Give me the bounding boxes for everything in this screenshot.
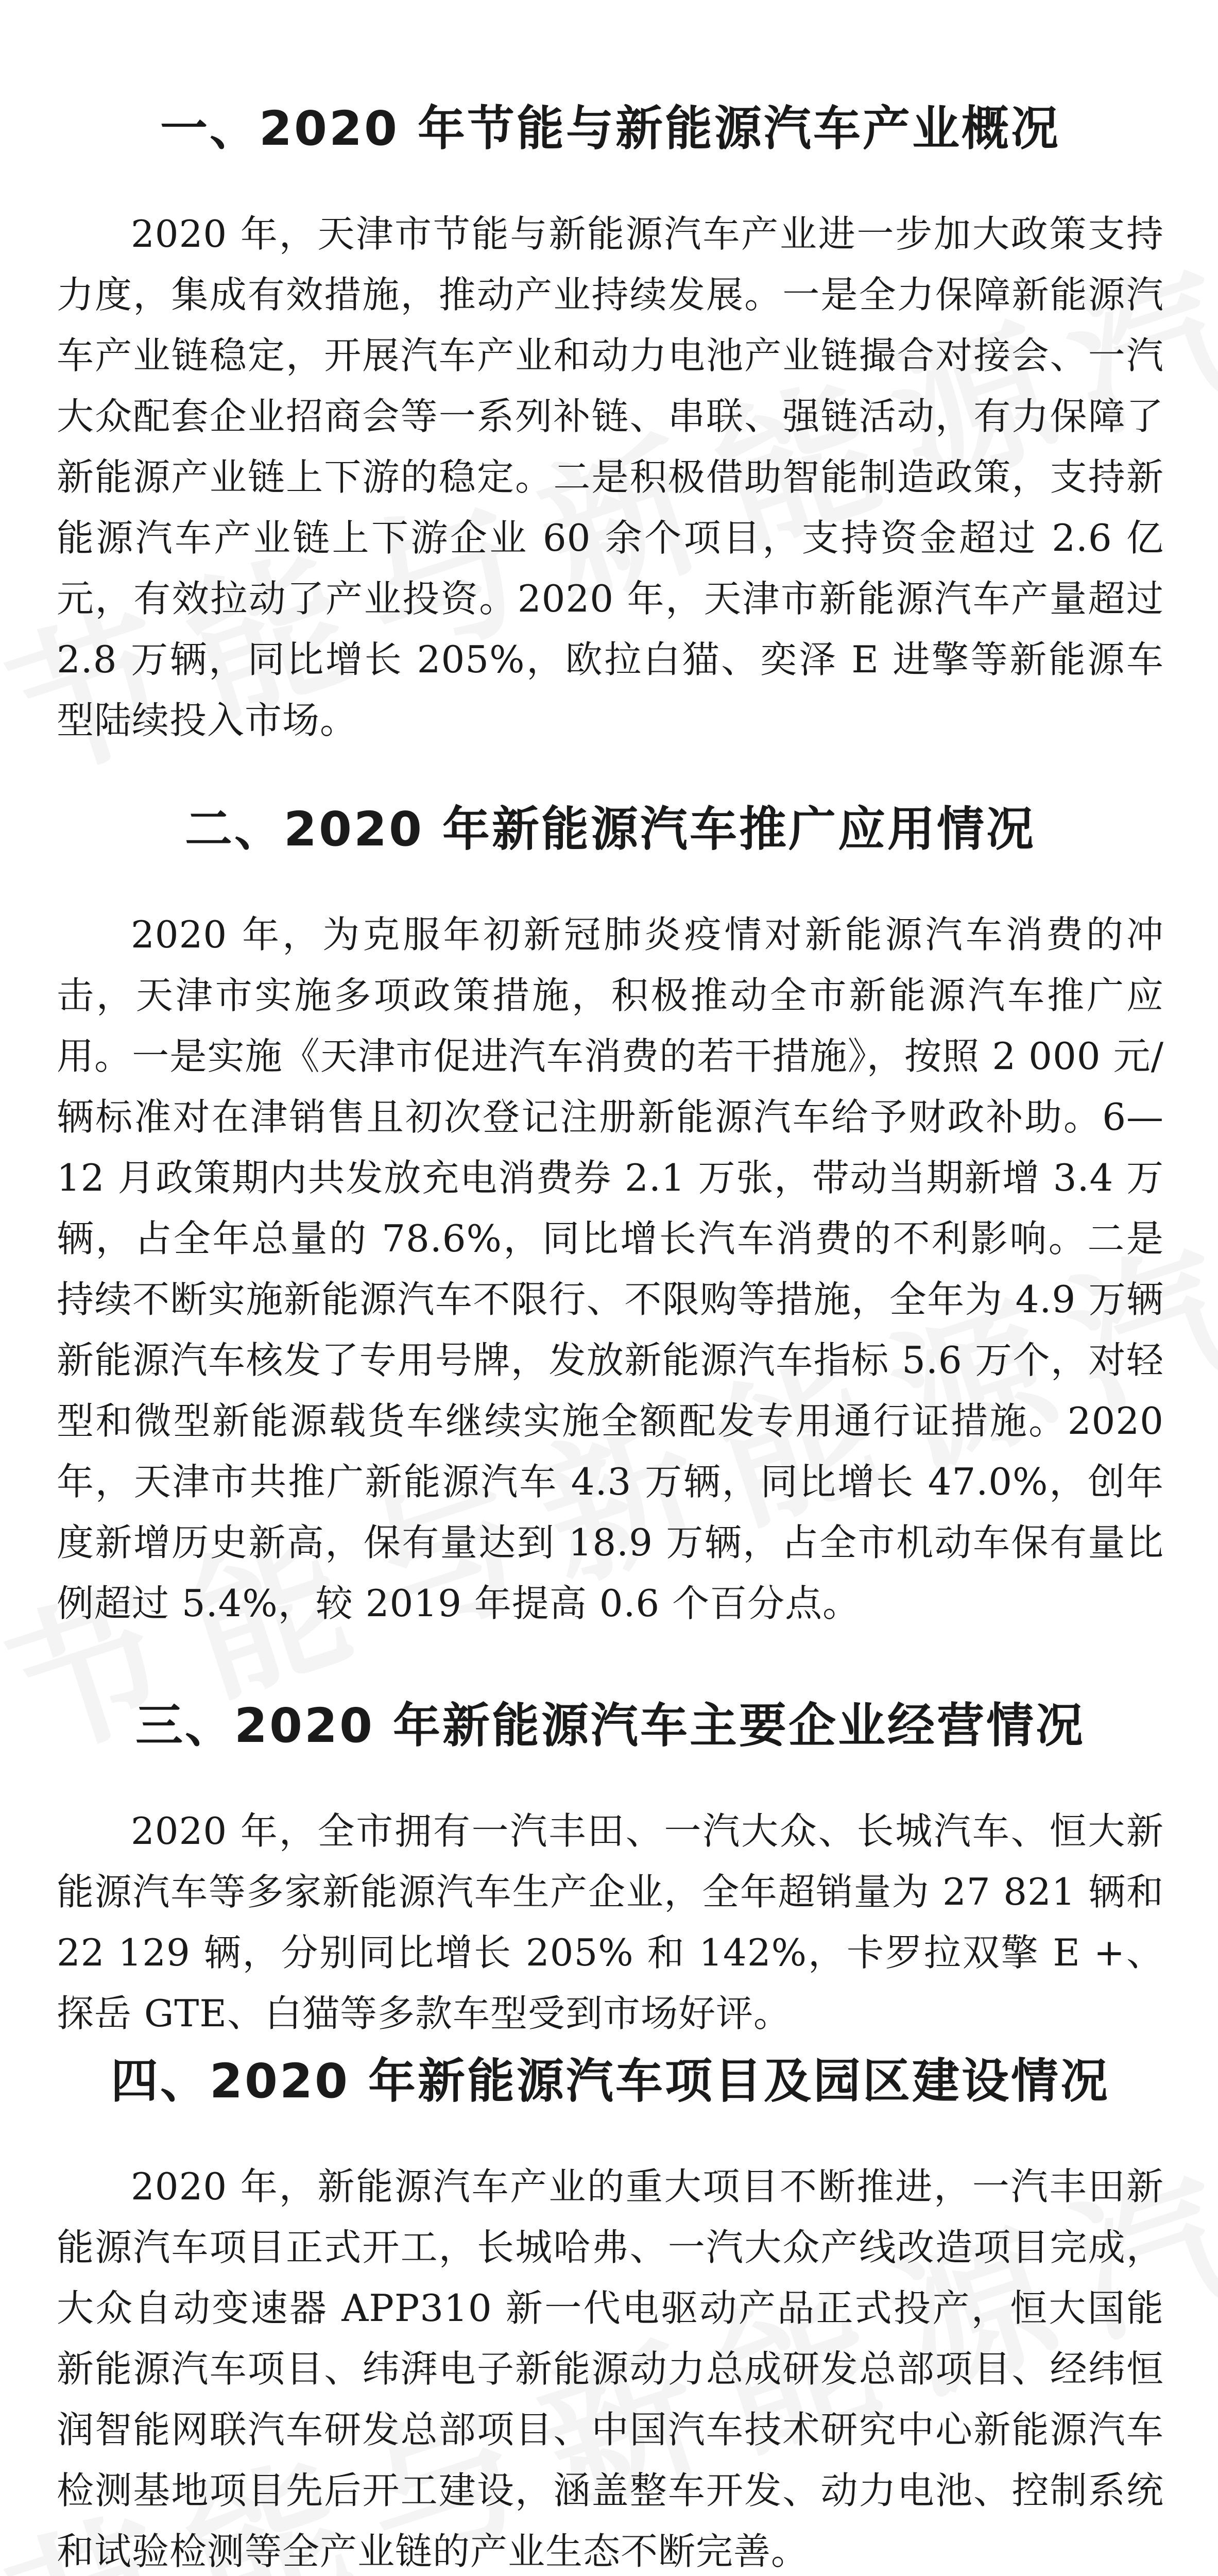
section-paragraph: 2020 年，全市拥有一汽丰田、一汽大众、长城汽车、恒大新能源汽车等多家新能源汽车生产企业，全年超销量为 27 821 辆和 22 129 辆，分别同比增长 205% 和 142%，卡罗拉双擎 E +、探岳 GTE、白猫等多款车型受到市场好评。	[57, 1809, 1164, 2035]
section-2	[57, 799, 1164, 1634]
section-3	[57, 1695, 1164, 2044]
section-heading: 三、2020 年新能源汽车主要企业经营情况	[135, 1698, 1086, 1753]
section-heading: 二、2020 年新能源汽车推广应用情况	[184, 802, 1036, 857]
section-1	[57, 98, 1164, 751]
section-4	[57, 2050, 1164, 2576]
section-heading: 一、2020 年节能与新能源汽车产业概况	[160, 101, 1061, 156]
section-paragraph: 2020 年，天津市节能与新能源汽车产业进一步加大政策支持力度，集成有效措施，推动产业持续发展。一是全力保障新能源汽车产业链稳定，开展汽车产业和动力电池产业链撮合对接会、一汽大众配套企业招商会等一系列补链、串联、强链活动，有力保障了新能源产业链上下游的稳定。二是积极借助智能制造政策，支持新能源汽车产业链上下游企业 60 余个项目，支持资金超过 2.6 亿元，有效拉动了产业投资。2020 年，天津市新能源汽车产量超过 2.8 万辆，同比增长 205%，欧拉白猫、奕泽 E 进擎等新能源车型陆续投入市场。	[57, 212, 1164, 742]
section-paragraph: 2020 年，新能源汽车产业的重大项目不断推进，一汽丰田新能源汽车项目正式开工，长城哈弗、一汽大众产线改造项目完成，大众自动变速器 APP310 新一代电驱动产品正式投产，恒大国能新能源汽车项目、纬湃电子新能源动力总成研发总部项目、经纬恒润智能网联汽车研发总部项目、中国汽车技术研究中心新能源汽车检测基地项目先后开工建设，涵盖整车开发、动力电池、控制系统和试验检测等全产业链的产业生态不断完善。	[57, 2165, 1164, 2573]
section-paragraph: 2020 年，为克服年初新冠肺炎疫情对新能源汽车消费的冲击，天津市实施多项政策措施，积极推动全市新能源汽车推广应用。一是实施《天津市促进汽车消费的若干措施》，按照 2 000 元/辆标准对在津销售且初次登记注册新能源汽车给予财政补助。6—12 月政策期内共发放充电消费券 2.1 万张，带动当期新增 3.4 万辆，占全年总量的 78.6%，同比增长汽车消费的不利影响。二是持续不断实施新能源汽车不限行、不限购等措施，全年为 4.9 万辆新能源汽车核发了专用号牌，发放新能源汽车指标 5.6 万个，对轻型和微型新能源载货车继续实施全额配发专用通行证措施。2020 年，天津市共推广新能源汽车 4.3 万辆，同比增长 47.0%，创年度新增历史新高，保有量达到 18.9 万辆，占全市机动车保有量比例超过 5.4%，较 2019 年提高 0.6 个百分点。	[57, 913, 1164, 1625]
section-heading: 四、2020 年新能源汽车项目及园区建设情况	[110, 2054, 1110, 2109]
